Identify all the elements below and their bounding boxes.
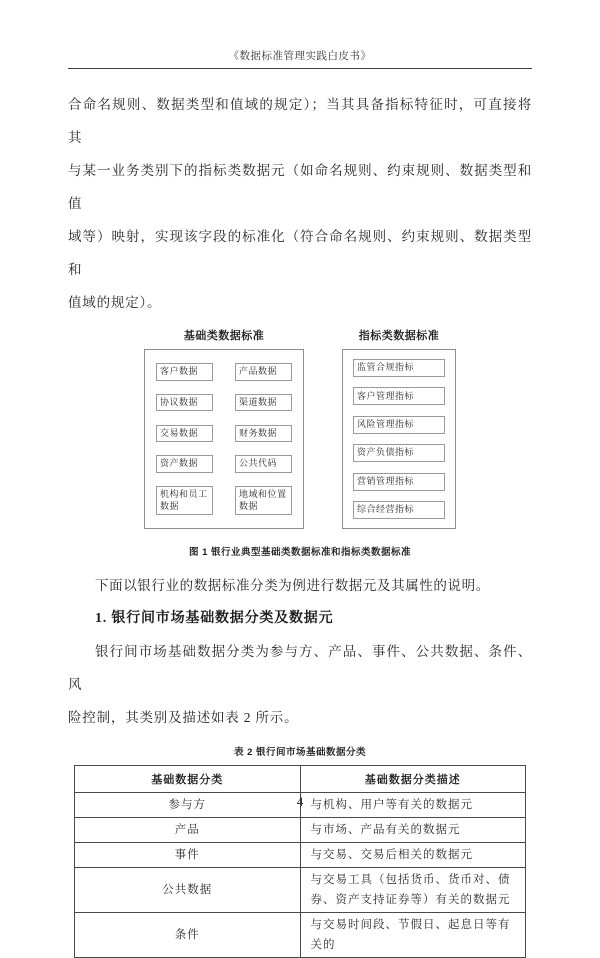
diagram-basic-item: 渠道数据 [235, 394, 292, 412]
table-row [75, 818, 526, 843]
table-header-description: 基础数据分类描述 [300, 766, 526, 793]
table-cell-description: 与交易时间段、节假日、起息日等有关的 [300, 913, 526, 958]
table-row [75, 843, 526, 868]
section-heading: 1. 银行间市场基础数据分类及数据元 [95, 611, 334, 626]
diagram-basic-item: 协议数据 [156, 394, 213, 412]
paragraph-line: 与某一业务类别下的指标类数据元（如命名规则、约束规则、数据类型和值 [68, 163, 532, 211]
diagram-left-title: 基础类数据标准 [183, 330, 265, 342]
page-header [68, 0, 532, 69]
figure-caption: 图 1 银行业典型基础类数据标准和指标类数据标准 [188, 547, 412, 558]
diagram-indicator-standards-group [342, 327, 456, 529]
paragraph-2: 下面以银行业的数据标准分类为例进行数据元及其属性的说明。 [95, 578, 490, 593]
diagram-right-stack [342, 349, 456, 529]
diagram-indicator-item: 风险管理指标 [353, 416, 445, 434]
table-body [75, 793, 526, 958]
table-cell-description: 与机构、用户等有关的数据元 [300, 793, 526, 818]
diagram-left-grid [144, 349, 304, 529]
table-cell-category: 参与方 [75, 793, 301, 818]
paragraph-line: 银行间市场基础数据分类为参与方、产品、事件、公共数据、条件、风 [68, 644, 532, 692]
diagram-basic-item: 客户数据 [156, 363, 213, 381]
table-cell-category: 产品 [75, 818, 301, 843]
paragraph-line: 域等）映射，实现该字段的标准化（符合命名规则、约束规则、数据类型和 [68, 229, 532, 277]
table-row [75, 913, 526, 958]
diagram-indicator-item: 资产负债指标 [353, 444, 445, 462]
diagram-basic-item: 资产数据 [156, 455, 213, 473]
paragraph-1 [68, 88, 532, 319]
table-header-category: 基础数据分类 [75, 766, 301, 793]
table-cell-category: 事件 [75, 843, 301, 868]
paragraph-line: 值域的规定）。 [68, 295, 162, 310]
diagram-indicator-item: 综合经营指标 [353, 501, 445, 519]
page-number: 4 [296, 794, 304, 809]
diagram-indicator-item: 客户管理指标 [353, 387, 445, 405]
paragraph-line: 合命名规则、数据类型和值域的规定）；当其具备指标特征时，可直接将其 [68, 97, 532, 145]
table-cell-description: 与交易工具（包括货币、货币对、债券、资产支持证券等）有关的数据元 [300, 868, 526, 913]
diagram-basic-item: 机构和员工数据 [156, 486, 213, 515]
table-header-row [75, 766, 526, 793]
page-content [68, 88, 532, 958]
table-cell-category: 条件 [75, 913, 301, 958]
diagram-indicator-item: 监管合规指标 [353, 359, 445, 377]
diagram-basic-item: 公共代码 [235, 455, 292, 473]
table-row [75, 868, 526, 913]
table-head [75, 766, 526, 793]
diagram-basic-item: 地域和位置数据 [235, 486, 292, 515]
diagram-right-title: 指标类数据标准 [358, 330, 440, 342]
diagram-basic-standards-group [144, 327, 304, 529]
diagram-basic-item: 财务数据 [235, 425, 292, 443]
diagram-basic-item: 交易数据 [156, 425, 213, 443]
table-cell-category: 公共数据 [75, 868, 301, 913]
diagram-indicator-item: 营销管理指标 [353, 473, 445, 491]
document-title: 《数据标准管理实践白皮书》 [228, 51, 372, 62]
paragraph-line: 险控制，其类别及描述如表 2 所示。 [68, 710, 299, 725]
paragraph-3 [68, 635, 532, 734]
figure-diagram [68, 327, 532, 529]
table-cell-description: 与交易、交易后相关的数据元 [300, 843, 526, 868]
table-caption: 表 2 银行间市场基础数据分类 [233, 747, 367, 758]
table-cell-description: 与市场、产品有关的数据元 [300, 818, 526, 843]
diagram-basic-item: 产品数据 [235, 363, 292, 381]
